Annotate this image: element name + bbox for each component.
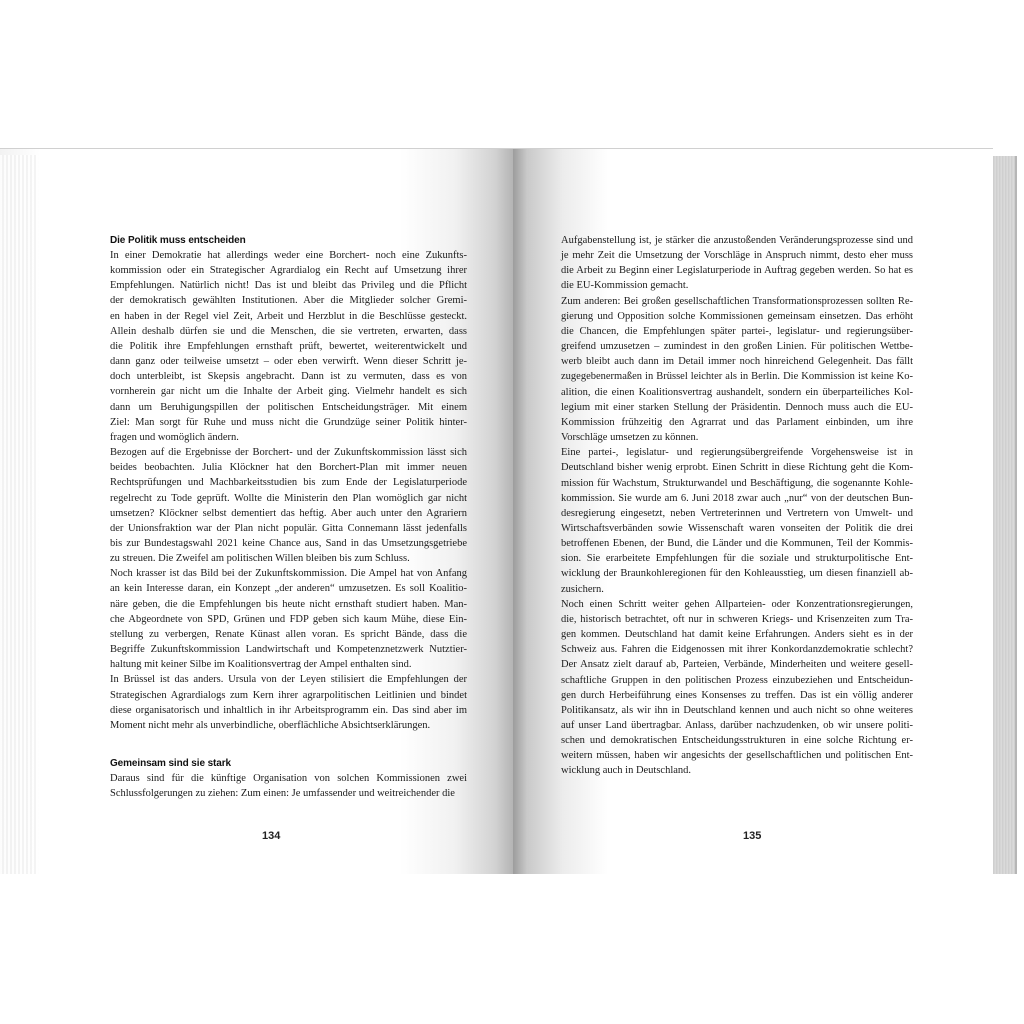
- text-line: regelrecht zu Tode geprüft. Wollte die Ministerin den Plan womöglich gar nicht: [110, 492, 467, 504]
- text-line: Zum anderen: Bei großen gesellschaftlichen Transformationsprozessen sollten Re-: [561, 295, 913, 307]
- text-line: der demokratisch gewählten Institutionen. Aber die Mitglieder solcher Gremi-: [110, 295, 467, 307]
- page-number-right: 135: [743, 830, 762, 842]
- text-line: Daraus sind für die künftige Organisation von solchen Kommissionen zwei: [110, 773, 467, 784]
- text-line: zu streuen. Die Zweifel am politischen Willen bleiben bis zum Schluss.: [110, 553, 410, 565]
- text-line: die Politik ihre Empfehlungen ernsthaft prüft, bewertet, weiterentwickelt und: [110, 340, 467, 352]
- text-line: haltung mit keiner Silbe im Koalitionsvertrag der Ampel enthalten sind.: [110, 659, 412, 671]
- text-line: Wirtschaftsverbänden sowie Wissenschaft waren vonseiten der Politik die drei: [561, 522, 913, 534]
- left-page-text: [110, 233, 467, 801]
- text-line: umsetzen? Klöckner selbst dementiert das heftig. Aber auch unter den Agrariern: [110, 507, 467, 519]
- text-line: werb bleibt auch dann im Detail immer noch hinreichend Gelegenheit. Das fällt: [561, 356, 913, 368]
- text-line: Deutschland bisher wenig erprobt. Einen Schritt in diese Richtung geht die Kom-: [561, 462, 913, 474]
- text-line: beides beobachten. Julia Klöckner hat den Borchert-Plan mit immer neuen: [110, 462, 467, 474]
- text-line: greifend umzusetzen – zumindest in den großen Linien. Für politischen Wettbe-: [561, 341, 913, 353]
- text-line: auf unser Land übertragbar. Anlass, darüber nachzudenken, ob wir unsere politi-: [561, 720, 913, 731]
- section-heading: Die Politik muss entscheiden: [110, 235, 246, 246]
- text-line: gen durch Herbeiführung eines Konsenses zu treffen. Das ist ein völlig anderer: [561, 689, 913, 701]
- text-line: die, historisch betrachtet, oft nur in schweren Kriegs- und Krisenzeiten zum Tra-: [561, 613, 913, 625]
- text-line: gen kommen. Deutschland hat damit keine Erfahrungen. Anders sieht es in der: [561, 629, 913, 641]
- text-line: stellung zu verbergen, Renate Künast allen voran. Es spricht Bände, dass die: [110, 628, 467, 640]
- text-line: die Chancen, die Empfehlungen später partei-, legislatur- und regierungsüber-: [561, 325, 913, 337]
- text-line: wicklung auch in Deutschland.: [561, 765, 692, 777]
- text-line: Empfehlungen. Natürlich nicht! Das ist und bleibt das Privileg und die Pflicht: [110, 280, 467, 292]
- text-line: schaftliche Gruppen in den politischen Prozess einzubeziehen und Entscheidun-: [561, 674, 913, 686]
- text-line: dann um Beruhigungspillen der politischen Entscheidungsträger. Mit einem: [110, 401, 467, 413]
- text-line: zugegebenermaßen in Brüssel leichter als in Berlin. Die Kommission ist keine Ko-: [561, 371, 913, 383]
- text-line: Politikansatz, als wir ihn in Deutschland kennen und auch nicht so ohne weiteres: [561, 704, 913, 716]
- text-line: Kommission frühzeitig den Agrarrat und das Parlament einbinden, um ihre: [561, 416, 913, 428]
- right-page: [513, 148, 993, 874]
- text-line: che Abgeordnete von SPD, Grünen und FDP geben sich kaum Mühe, diese Ein-: [110, 613, 467, 625]
- text-line: Aufgabenstellung ist, je stärker die anzustoßenden Veränderungsprozesse sind und: [561, 235, 913, 246]
- page-number-left: 134: [262, 830, 281, 842]
- text-line: zusichern.: [561, 583, 604, 595]
- page-edge: [0, 155, 38, 874]
- text-line: an kein Interesse daran, ein Konzept „der anderen“ umzusetzen. Es soll Koalitio-: [110, 583, 467, 595]
- text-line: näre geben, die die Empfehlungen bis heute nicht ernsthaft studiert haben. Man-: [110, 598, 467, 610]
- page-stack-edge: [993, 156, 1017, 874]
- text-line: vornherein gar nicht um die Inhalte der Arbeit ging. Vielmehr handelt es sich: [110, 386, 467, 398]
- text-line: In einer Demokratie hat allerdings weder eine Borchert- noch eine Zukunfts-: [110, 250, 467, 261]
- text-line: je mehr Zeit die Umsetzung der Vorschläge in Anspruch nimmt, desto eher muss: [561, 250, 913, 262]
- text-line: der Unionsfraktion war der Plan nicht populär. Gitta Connemann lässt jedenfalls: [110, 522, 467, 534]
- text-line: Vorschläge umsetzen zu können.: [561, 432, 699, 444]
- text-line: Moment nicht mehr als unverbindliche, oberflächliche Absichtserklärungen.: [110, 719, 431, 731]
- text-line: Noch einen Schritt weiter gehen Allparteien- oder Konzentrationsregierungen,: [561, 598, 913, 610]
- text-line: alition, die einen Koalitionsvertrag aushandelt, sondern ein überparteiliches Kol-: [561, 386, 913, 398]
- text-line: Eine partei-, legislatur- und regierungsübergreifende Vorgehensweise ist in: [561, 447, 913, 459]
- text-line: schen und demokratischen Entscheidungsstrukturen in eine solche Richtung er-: [561, 735, 913, 747]
- text-line: diese organisatorisch und inhaltlich in ihr Arbeitsprogramm ein. Das sind aber im: [110, 704, 467, 716]
- text-line: dann ganz oder teilweise umsetzt – oder eben verwirft. Wenn dieser Schritt je-: [110, 356, 467, 368]
- text-line: kommission oder ein Strategischer Agrardialog ein Recht auf Umsetzung ihrer: [110, 265, 467, 277]
- text-line: wicklung der Braunkohleregionen für den Kohleausstieg, um diesen finanziell ab-: [561, 568, 913, 580]
- text-line: die Arbeit zu Beginn einer Legislaturperiode in Auftrag gegeben werden. So hat es: [561, 265, 913, 277]
- left-page: [0, 148, 513, 874]
- text-line: gierung und Opposition solche Kommissionen gemeinsam einsetzen. Das erhöht: [561, 310, 913, 322]
- text-line: sion. Sie erarbeitete Empfehlungen für die soziale und strukturpolitische Ent-: [561, 553, 913, 565]
- open-book: [0, 148, 1024, 878]
- section-spacer: [110, 733, 467, 756]
- text-line: Schweiz aus. Fahren die Eidgenossen mit ihrer Konkordanzdemokratie schlecht?: [561, 644, 913, 656]
- text-line: mission für Wachstum, Strukturwandel und Beschäftigung, die sogenannte Kohle-: [561, 477, 913, 489]
- section-heading: Gemeinsam sind sie stark: [110, 758, 231, 769]
- text-line: bis zur Bundestagswahl 2021 keine Chance aus, Sand in das Umsetzungsgetriebe: [110, 537, 467, 549]
- text-line: Der Ansatz zielt darauf ab, Parteien, Verbände, Minderheiten und weitere gesell-: [561, 659, 913, 671]
- text-line: In Brüssel ist das anders. Ursula von der Leyen stilisiert die Empfehlungen der: [110, 674, 467, 686]
- text-line: Ziel: Man sorgt für Ruhe und muss nicht die Grundzüge seiner Politik hinter-: [110, 416, 467, 428]
- text-line: weitern müssen, haben wir angesichts der gesellschaftlichen und politischen Ent-: [561, 750, 913, 762]
- text-line: Rechtsprüfungen und Machbarkeitsstudien bis zum Ende der Legislaturperiode: [110, 477, 467, 489]
- text-line: Begriffe Zukunftskommission Landwirtschaft und Kompetenznetzwerk Nutztier-: [110, 644, 467, 656]
- text-line: Schlussfolgerungen zu ziehen: Zum einen: Je umfassender und weitreichender die: [110, 788, 455, 800]
- text-line: Noch krasser ist das Bild bei der Zukunftskommission. Die Ampel hat von Anfang: [110, 568, 467, 580]
- text-line: Allein deshalb dürfen sie und die Menschen, die sie vertreten, erwarten, dass: [110, 325, 467, 337]
- text-line: legium mit einer starken Stellung der Präsidentin. Dennoch muss auch die EU-: [561, 401, 913, 413]
- text-line: en haben in der Regel viel Zeit, Arbeit und Herzblut in die Beschlüsse gesteckt.: [110, 310, 467, 322]
- text-line: kommission. Sie wurde am 6. Juni 2018 zwar auch „nur“ von der deutschen Bun-: [561, 492, 913, 504]
- right-page-text: [561, 233, 913, 779]
- text-line: desregierung eingesetzt, neben Vertreterinnen und Vertretern von Umwelt- und: [561, 507, 913, 519]
- text-line: Bezogen auf die Ergebnisse der Borchert- und der Zukunftskommission lässt sich: [110, 447, 467, 459]
- text-line: fragen und womöglich ändern.: [110, 431, 239, 443]
- text-line: doch unterbleibt, ist Skepsis angebracht. Dann ist zu vermuten, dass es von: [110, 371, 467, 383]
- text-line: die EU-Kommission gemacht.: [561, 280, 689, 292]
- text-line: betroffenen Ebenen, der Bund, die Länder und die Kommunen, Teil der Kommis-: [561, 538, 913, 550]
- text-line: Strategischen Agrardialogs zum Kern ihrer agrarpolitischen Leitlinien und bindet: [110, 689, 467, 701]
